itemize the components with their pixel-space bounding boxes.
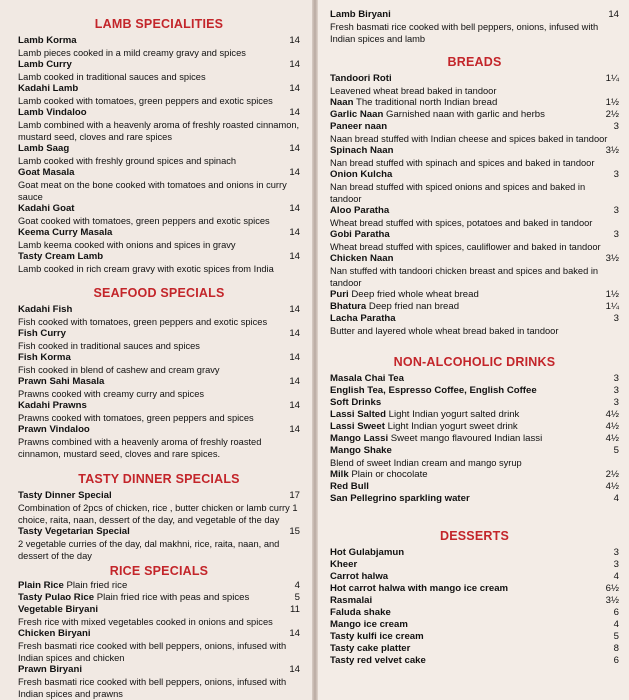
menu-item-left [330,145,595,157]
item-name: Keema Curry Masala [18,227,113,238]
menu-item-left [18,424,276,436]
menu-item-left [18,526,276,538]
item-name: Hot carrot halwa with mango ice cream [330,583,509,594]
item-price: 14 [289,424,300,435]
item-price: 14 [289,83,300,94]
menu-item-left [330,121,595,133]
item-price: 14 [608,9,619,20]
section-heading-seafood: SEAFOOD SPECIALS [93,286,225,300]
menu-item-tasty-dinner-special [18,490,300,502]
item-price: 1½ [605,289,619,300]
menu-item-left [330,73,595,85]
menu-item-garlic-naan [330,109,619,121]
item-inline-description: Plain fried rice with peas and spices [96,592,250,603]
item-description: Goat meat on the bone cooked with tomatoes and onions in curry sauce [18,180,287,202]
menu-item-lassi-salted [330,409,619,421]
menu-item-hot-carrot-halwa-with-mango-ice-cream [330,583,619,595]
menu-item-san-pellegrino-sparkling-water [330,493,619,505]
menu-item-lassi-sweet [330,421,619,433]
menu-item-left [330,97,595,109]
item-inline-description: Plain or chocolate [351,469,428,480]
item-price: 14 [289,376,300,387]
menu-item-left [18,167,276,179]
item-name: Tasty Dinner Special [18,490,112,501]
menu-item-prawn-biryani [18,664,300,676]
item-name: Naan [330,97,354,108]
menu-item-left [18,664,276,676]
item-price: 11 [290,604,300,615]
item-name: Goat Masala [18,167,75,178]
menu-item-left [18,227,276,239]
item-price: 14 [289,400,300,411]
menu-item-aloo-paratha [330,205,619,217]
item-price: 4 [613,571,619,582]
item-price: 2½ [605,469,619,480]
item-price: 14 [289,227,300,238]
item-price: 4 [613,619,619,630]
item-price: 14 [289,107,300,118]
menu-item-left [18,592,276,604]
item-inline-description: Garnished naan with garlic and herbs [386,109,545,120]
menu-item-left [18,304,276,316]
menu-item-mango-ice-cream [330,619,619,631]
item-name: Red Bull [330,481,369,492]
item-name: Spinach Naan [330,145,394,156]
item-name: Mango Lassi [330,433,389,444]
menu-item-lamb-korma [18,35,300,47]
item-name: Puri [330,289,349,300]
item-price: 4½ [605,421,619,432]
menu-item-left [18,604,276,616]
item-inline-description: Deep fried nan bread [368,301,460,312]
item-price: 14 [289,328,300,339]
menu-item-plain-rice [18,580,300,592]
menu-item-left [18,83,276,95]
menu-item-left [330,481,595,493]
right-menu-column [318,0,629,700]
item-description: Fish cooked with tomatoes, green peppers and exotic spices [18,317,268,327]
item-description: Fish cooked in blend of cashew and cream gravy [18,365,220,375]
menu-item-left [330,421,595,433]
item-name: Milk [330,469,349,480]
item-description: Lamb combined with a heavenly aroma of freshly roasted cinnamon, mustard seed, cloves and rare spices [18,120,300,142]
menu-item-prawn-sahi-masala [18,376,300,388]
item-inline-description: Deep fried whole wheat bread [351,289,479,300]
section-breads [330,45,619,337]
item-description: Nan bread stuffed with spiced onions and spices and baked in tandoor [330,182,586,204]
section-heading-desserts: DESSERTS [440,529,509,543]
menu-item-tasty-cream-lamb [18,251,300,263]
item-name: Mango Shake [330,445,392,456]
item-price: 3½ [605,595,619,606]
menu-item-onion-kulcha [330,169,619,181]
item-name: Mango ice cream [330,619,408,630]
item-price: 5 [613,631,619,642]
menu-item-lamb-vindaloo [18,107,300,119]
item-name: Carrot halwa [330,571,389,582]
section-heading-drinks: NON-ALCOHOLIC DRINKS [393,355,556,369]
item-description: Combination of 2pcs of chicken, rice , butter chicken or lamb curry 1 choice, raita, naan, dessert of the day, and vegetable of the day [18,503,298,525]
menu-item-left [18,352,276,364]
item-name: Faluda shake [330,607,391,618]
menu-item-left [18,400,276,412]
item-price: 4 [613,493,619,504]
section-seafood [18,275,300,460]
item-name: Tasty Pulao Rice [18,592,95,603]
item-name: Prawn Biryani [18,664,82,675]
section-heading-lamb: LAMB SPECIALITIES [94,17,224,31]
menu-item-left [330,547,595,559]
item-name: Kadahi Lamb [18,83,79,94]
item-name: Lamb Biryani [330,9,391,20]
item-description: Wheat bread stuffed with spices, cauliflower and baked in tandoor [330,242,601,252]
item-price: 2½ [605,109,619,120]
menu-item-milk [330,469,619,481]
menu-item-left [18,328,276,340]
item-name: Paneer naan [330,121,388,132]
menu-item-left [18,580,276,592]
item-price: 3 [613,313,619,324]
item-name: Chicken Naan [330,253,394,264]
menu-item-kadahi-lamb [18,83,300,95]
item-description: Prawns cooked with tomatoes, green peppers and spices [18,413,254,423]
item-name: Prawn Sahi Masala [18,376,105,387]
item-name: Gobi Paratha [330,229,390,240]
item-name: Prawn Vindaloo [18,424,90,435]
menu-item-puri [330,289,619,301]
item-description: Naan bread stuffed with Indian cheese and spices baked in tandoor [330,134,608,144]
menu-item-kheer [330,559,619,571]
menu-item-rasmalai [330,595,619,607]
menu-item-left [330,9,595,21]
menu-item-left [18,628,276,640]
section-heading-dinner: TASTY DINNER SPECIALS [78,472,240,486]
item-name: Hot Gulabjamun [330,547,405,558]
section-lamb [18,0,300,275]
item-description: Nan stuffed with tandoori chicken breast and spices and baked in tandoor [330,266,599,288]
item-price: 14 [289,167,300,178]
item-name: Onion Kulcha [330,169,393,180]
menu-item-lamb-biryani [330,9,619,21]
menu-item-spinach-naan [330,145,619,157]
menu-item-lamb-curry [18,59,300,71]
menu-item-paneer-naan [330,121,619,133]
menu-item-left [330,559,595,571]
menu-item-left [330,619,595,631]
menu-item-left [330,409,595,421]
item-description: Lamb cooked with tomatoes, green peppers and exotic spices [18,96,273,106]
item-name: Fish Korma [18,352,71,363]
menu-item-left [330,373,595,385]
item-name: Bhatura [330,301,367,312]
item-description: 2 vegetable curries of the day, dal makhni, rice, raita, naan, and dessert of the day [18,539,280,561]
item-price: 14 [289,304,300,315]
menu-item-left [330,595,595,607]
item-name: Kadahi Fish [18,304,73,315]
item-name: Garlic Naan [330,109,384,120]
item-price: 3 [613,547,619,558]
menu-item-tasty-pulao-rice [18,592,300,604]
menu-item-vegetable-biryani [18,604,300,616]
item-inline-description: Sweet mango flavoured Indian lassi [390,433,543,444]
menu-item-left [330,433,595,445]
item-price: 4½ [605,433,619,444]
menu-item-english-tea-espresso-coffee-english-coffee [330,385,619,397]
item-description: Lamb cooked in rich cream gravy with exotic spices from India [18,264,274,274]
menu-item-chicken-biryani [18,628,300,640]
item-name: Aloo Paratha [330,205,390,216]
menu-item-left [330,397,595,409]
menu-item-tasty-vegetarian-special [18,526,300,538]
item-price: 14 [289,35,300,46]
item-price: 6½ [605,583,619,594]
menu-item-tasty-kulfi-ice-cream [330,631,619,643]
item-description: Prawns cooked with creamy curry and spices [18,389,205,399]
menu-item-left [330,643,595,655]
menu-item-naan [330,97,619,109]
menu-item-left [330,229,595,241]
menu-item-tandoori-roti [330,73,619,85]
item-price: 14 [289,203,300,214]
item-price: 3 [613,559,619,570]
menu-item-left [18,490,276,502]
item-description: Lamb cooked in traditional sauces and spices [18,72,206,82]
menu-item-red-bull [330,481,619,493]
item-price: 15 [289,526,300,537]
item-price: 3½ [605,253,619,264]
item-price: 17 [289,490,300,501]
item-name: Tasty Vegetarian Special [18,526,130,537]
menu-item-keema-curry-masala [18,227,300,239]
item-price: 14 [289,143,300,154]
item-name: Kadahi Goat [18,203,75,214]
item-price: 6 [613,607,619,618]
item-description: Lamb cooked with freshly ground spices and spinach [18,156,237,166]
item-name: Tasty red velvet cake [330,655,426,666]
menu-item-gobi-paratha [330,229,619,241]
item-name: Plain Rice [18,580,64,591]
menu-item-mango-lassi [330,433,619,445]
section-drinks [330,337,619,505]
menu-item-kadahi-fish [18,304,300,316]
item-price: 5 [613,445,619,456]
section-heading-breads: BREADS [447,55,502,69]
item-name: Vegetable Biryani [18,604,98,615]
item-price: 1¼ [605,73,619,84]
item-name: Kadahi Prawns [18,400,87,411]
section-top-item [330,0,619,45]
item-price: 14 [289,664,300,675]
item-name: Lamb Saag [18,143,70,154]
menu-item-chicken-naan [330,253,619,265]
item-description: Fish cooked in traditional sauces and spices [18,341,200,351]
item-description: Prawns combined with a heavenly aroma of freshly roasted cinnamon, mustard seed, cloves and rare spices. [18,437,262,459]
item-description: Fresh rice with mixed vegetables cooked in onions and spices [18,617,273,627]
menu-item-prawn-vindaloo [18,424,300,436]
section-dinner [18,460,300,562]
item-name: Chicken Biryani [18,628,91,639]
item-price: 3 [613,205,619,216]
menu-item-left [18,59,276,71]
item-price: 14 [289,628,300,639]
menu-item-bhatura [330,301,619,313]
menu-item-left [18,376,276,388]
item-name: Lacha Paratha [330,313,396,324]
menu-item-mango-shake [330,445,619,457]
menu-item-kadahi-prawns [18,400,300,412]
item-price: 14 [289,59,300,70]
item-name: Soft Drinks [330,397,382,408]
menu-item-left [330,385,595,397]
item-price: 3 [613,229,619,240]
item-description: Fresh basmati rice cooked with bell peppers, onions, infused with Indian spices and prawns [18,677,287,699]
menu-item-left [18,107,276,119]
menu-item-carrot-halwa [330,571,619,583]
item-description: Lamb pieces cooked in a mild creamy gravy and spices [18,48,246,58]
item-name: Kheer [330,559,358,570]
menu-item-soft-drinks [330,397,619,409]
menu-item-left [330,253,595,265]
item-description: Fresh basmati rice cooked with bell peppers, onions, infused with Indian spices and chicken [18,641,287,663]
menu-item-kadahi-goat [18,203,300,215]
item-price: 1½ [605,97,619,108]
item-inline-description: The traditional north Indian bread [355,97,498,108]
menu-item-left [18,203,276,215]
item-inline-description: Plain fried rice [66,580,128,591]
item-inline-description: Light Indian yogurt sweet drink [387,421,518,432]
menu-item-left [330,205,595,217]
item-price: 8 [613,643,619,654]
menu-item-lacha-paratha [330,313,619,325]
menu-item-masala-chai-tea [330,373,619,385]
item-description: Leavened wheat bread baked in tandoor [330,86,497,96]
item-price: 5 [294,592,300,603]
item-name: Fish Curry [18,328,66,339]
menu-item-lamb-saag [18,143,300,155]
item-name: Tandoori Roti [330,73,392,84]
menu-item-left [330,301,595,313]
item-name: Rasmalai [330,595,373,606]
item-description: Goat cooked with tomatoes, green peppers and exotic spices [18,216,270,226]
menu-item-goat-masala [18,167,300,179]
menu-item-tasty-cake-platter [330,643,619,655]
item-price: 4½ [605,481,619,492]
item-price: 14 [289,352,300,363]
item-description: Lamb keema cooked with onions and spices in gravy [18,240,236,250]
section-desserts [330,505,619,667]
item-name: Lamb Curry [18,59,72,70]
item-price: 3½ [605,145,619,156]
menu-item-left [18,143,276,155]
menu-item-left [330,109,595,121]
menu-item-left [330,313,595,325]
menu-item-left [330,571,595,583]
menu-item-hot-gulabjamun [330,547,619,559]
menu-item-left [18,35,276,47]
section-heading-rice: RICE SPECIALS [109,564,209,578]
menu-item-left [330,289,595,301]
item-description: Wheat bread stuffed with spices, potatoes and baked in tandoor [330,218,593,228]
item-name: Tasty Cream Lamb [18,251,104,262]
menu-item-left [330,583,595,595]
item-name: San Pellegrino sparkling water [330,493,470,504]
item-name: Lamb Vindaloo [18,107,87,118]
item-name: Masala Chai Tea [330,373,404,384]
item-description: Blend of sweet Indian cream and mango syrup [330,458,522,468]
item-price: 3 [613,169,619,180]
item-price: 3 [613,121,619,132]
menu-item-left [330,631,595,643]
menu-item-left [330,169,595,181]
menu-item-faluda-shake [330,607,619,619]
item-price: 3 [613,373,619,384]
item-price: 4 [294,580,300,591]
menu-item-left [330,607,595,619]
item-name: Lassi Sweet [330,421,385,432]
menu-item-left [330,493,595,505]
menu-item-left [330,469,595,481]
item-price: 3 [613,385,619,396]
item-price: 4½ [605,409,619,420]
menu-item-left [330,445,595,457]
item-price: 14 [289,251,300,262]
item-price: 1¼ [605,301,619,312]
item-description: Nan bread stuffed with spinach and spices and baked in tandoor [330,158,595,168]
item-inline-description: Light Indian yogurt salted drink [388,409,520,420]
menu-item-left [330,655,595,667]
item-description: Butter and layered whole wheat bread baked in tandoor [330,326,559,336]
menu-item-fish-curry [18,328,300,340]
item-name: Tasty cake platter [330,643,411,654]
item-price: 3 [613,397,619,408]
item-description: Fresh basmati rice cooked with bell peppers, onions, infused with Indian spices and lamb [330,22,599,44]
section-rice [18,562,300,700]
menu-item-left [18,251,276,263]
item-name: Lamb Korma [18,35,77,46]
left-menu-column [0,0,312,700]
item-name: Lassi Salted [330,409,386,420]
item-name: Tasty kulfi ice cream [330,631,424,642]
menu-item-tasty-red-velvet-cake [330,655,619,667]
menu-item-fish-korma [18,352,300,364]
item-price: 6 [613,655,619,666]
item-name: English Tea, Espresso Coffee, English Coffee [330,385,537,396]
